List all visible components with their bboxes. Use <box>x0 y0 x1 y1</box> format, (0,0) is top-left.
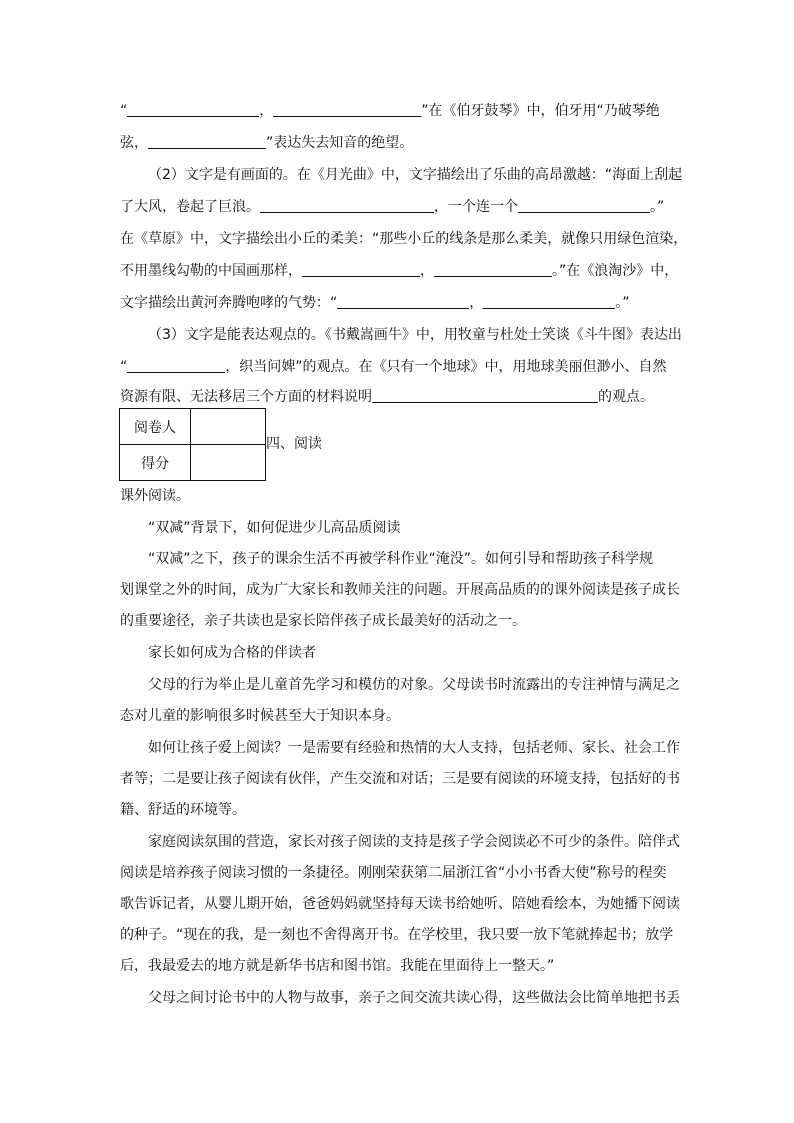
reading-intro: 课外阅读。 <box>120 488 190 504</box>
article-title: “双减”背景下，如何促进少儿高品质阅读 <box>148 520 401 536</box>
answer-blank[interactable] <box>518 198 650 213</box>
paragraph-3-line-3: 籍、舒适的环境等。 <box>120 802 246 818</box>
paragraph-3-line-2: 者等；二是要让孩子阅读有伙伴，产生交流和对话；三是要有阅读的环境支持，包括好的书 <box>120 771 680 787</box>
paragraph-1-line-1: “双减”之下，孩子的课余生活不再被学科作业“淹没”。如何引导和帮助孩子科学规 <box>148 551 654 567</box>
paragraph-4-line-5: 后，我最爱去的地方就是新华书店和图书馆。我能在里面待上一整天。” <box>120 958 555 974</box>
q2-line-2 <box>120 197 665 217</box>
text: ， <box>420 263 434 279</box>
paragraph-4-line-3: 歌告诉记者，从婴儿期开始，爸爸妈妈就坚持每天读书给她听、陪她看绘本，为她播下阅读 <box>120 896 680 912</box>
paragraph-4-line-1: 家庭阅读氛围的营造，家长对孩子阅读的支持是孩子学会阅读必不可少的条件。陪伴式 <box>148 834 680 850</box>
text: 资源有限、无法移居三个方面的材料说明 <box>120 389 372 405</box>
reviewer-cell[interactable] <box>191 409 266 445</box>
answer-blank[interactable] <box>127 358 225 373</box>
q3-line-1: （3）文字是能表达观点的。《书戴嵩画牛》中，用牧童与杜处士笑谈《斗牛图》表达出 <box>148 327 682 343</box>
text: “ <box>120 103 128 119</box>
text: 了大风，卷起了巨浪。 <box>120 199 260 215</box>
text: ， <box>259 103 274 119</box>
text: “ <box>120 359 128 375</box>
paragraph-2-line-1: 父母的行为举止是儿童首先学习和模仿的对象。父母读书时流露出的专注神情与满足之 <box>148 677 680 693</box>
paragraph-4-line-4: 的种子。“现在的我，是一刻也不舍得离开书。在学校里，我只要一放下笔就捧起书；放学 <box>120 927 674 943</box>
q2-line-5 <box>120 293 660 313</box>
subtitle: 家长如何成为合格的伴读者 <box>148 645 316 661</box>
answer-blank[interactable] <box>434 262 552 277</box>
text: 。” <box>615 295 630 311</box>
text: 。”在《浪淘沙》中， <box>552 263 679 279</box>
text: 弦， <box>120 135 148 151</box>
q2-line-4 <box>120 261 679 281</box>
answer-blank[interactable] <box>483 294 615 309</box>
section-title: 四、阅读 <box>266 436 322 452</box>
text: ”表达失去知音的绝望。 <box>266 135 414 151</box>
score-label: 得分 <box>120 445 191 481</box>
paragraph-1-line-3: 的重要途径，亲子共读也是家长陪伴孩子成长最美好的活动之一。 <box>120 613 526 629</box>
text: 。” <box>650 199 665 215</box>
answer-blank[interactable] <box>337 294 469 309</box>
answer-blank[interactable] <box>273 102 421 117</box>
text: ”在《伯牙鼓琴》中，伯牙用“乃破琴绝 <box>421 103 660 119</box>
quote-line-1 <box>120 101 660 121</box>
q3-line-2 <box>120 357 667 377</box>
text: ，一个连一个 <box>434 199 518 215</box>
answer-blank[interactable] <box>372 388 598 403</box>
q2-line-3: 在《草原》中，文字描绘出小丘的柔美：“那些小丘的线条是那么柔美，就像只用绿色渲染， <box>120 231 688 247</box>
answer-blank[interactable] <box>302 262 420 277</box>
paragraph-4-line-2: 阅读是培养孩子阅读习惯的一条捷径。刚刚荣获第二届浙江省“小小书香大使”称号的程奕 <box>120 865 667 881</box>
answer-blank[interactable] <box>260 198 434 213</box>
answer-blank[interactable] <box>148 134 266 149</box>
text: 不用墨线勾勒的中国画那样， <box>120 263 302 279</box>
paragraph-5-line-1: 父母之间讨论书中的人物与故事，亲子之间交流共读心得，这些做法会比简单地把书丢 <box>148 990 680 1006</box>
text: ，织当问婢”的观点。在《只有一个地球》中，用地球美丽但渺小、自然 <box>225 359 667 375</box>
q3-line-3 <box>120 387 660 407</box>
paragraph-3-line-1: 如何让孩子爱上阅读？一是需要有经验和热情的大人支持，包括老师、家长、社会工作 <box>148 740 680 756</box>
text: 的观点。 <box>598 389 654 405</box>
score-table <box>119 408 266 481</box>
q2-line-1: （2）文字是有画面的。在《月光曲》中，文字描绘出了乐曲的高昂激越：“海面上刮起 <box>148 167 683 183</box>
paragraph-2-line-2: 态对儿童的影响很多时候甚至大于知识本身。 <box>120 708 400 724</box>
quote-line-2 <box>120 133 660 153</box>
score-cell[interactable] <box>191 445 266 481</box>
reviewer-label: 阅卷人 <box>120 409 191 445</box>
paragraph-1-line-2: 划课堂之外的时间，成为广大家长和教师关注的问题。开展高品质的的课外阅读是孩子成长 <box>120 582 680 598</box>
answer-blank[interactable] <box>127 102 259 117</box>
text: 文字描绘出黄河奔腾咆哮的气势：“ <box>120 295 338 311</box>
text: ， <box>469 295 484 311</box>
